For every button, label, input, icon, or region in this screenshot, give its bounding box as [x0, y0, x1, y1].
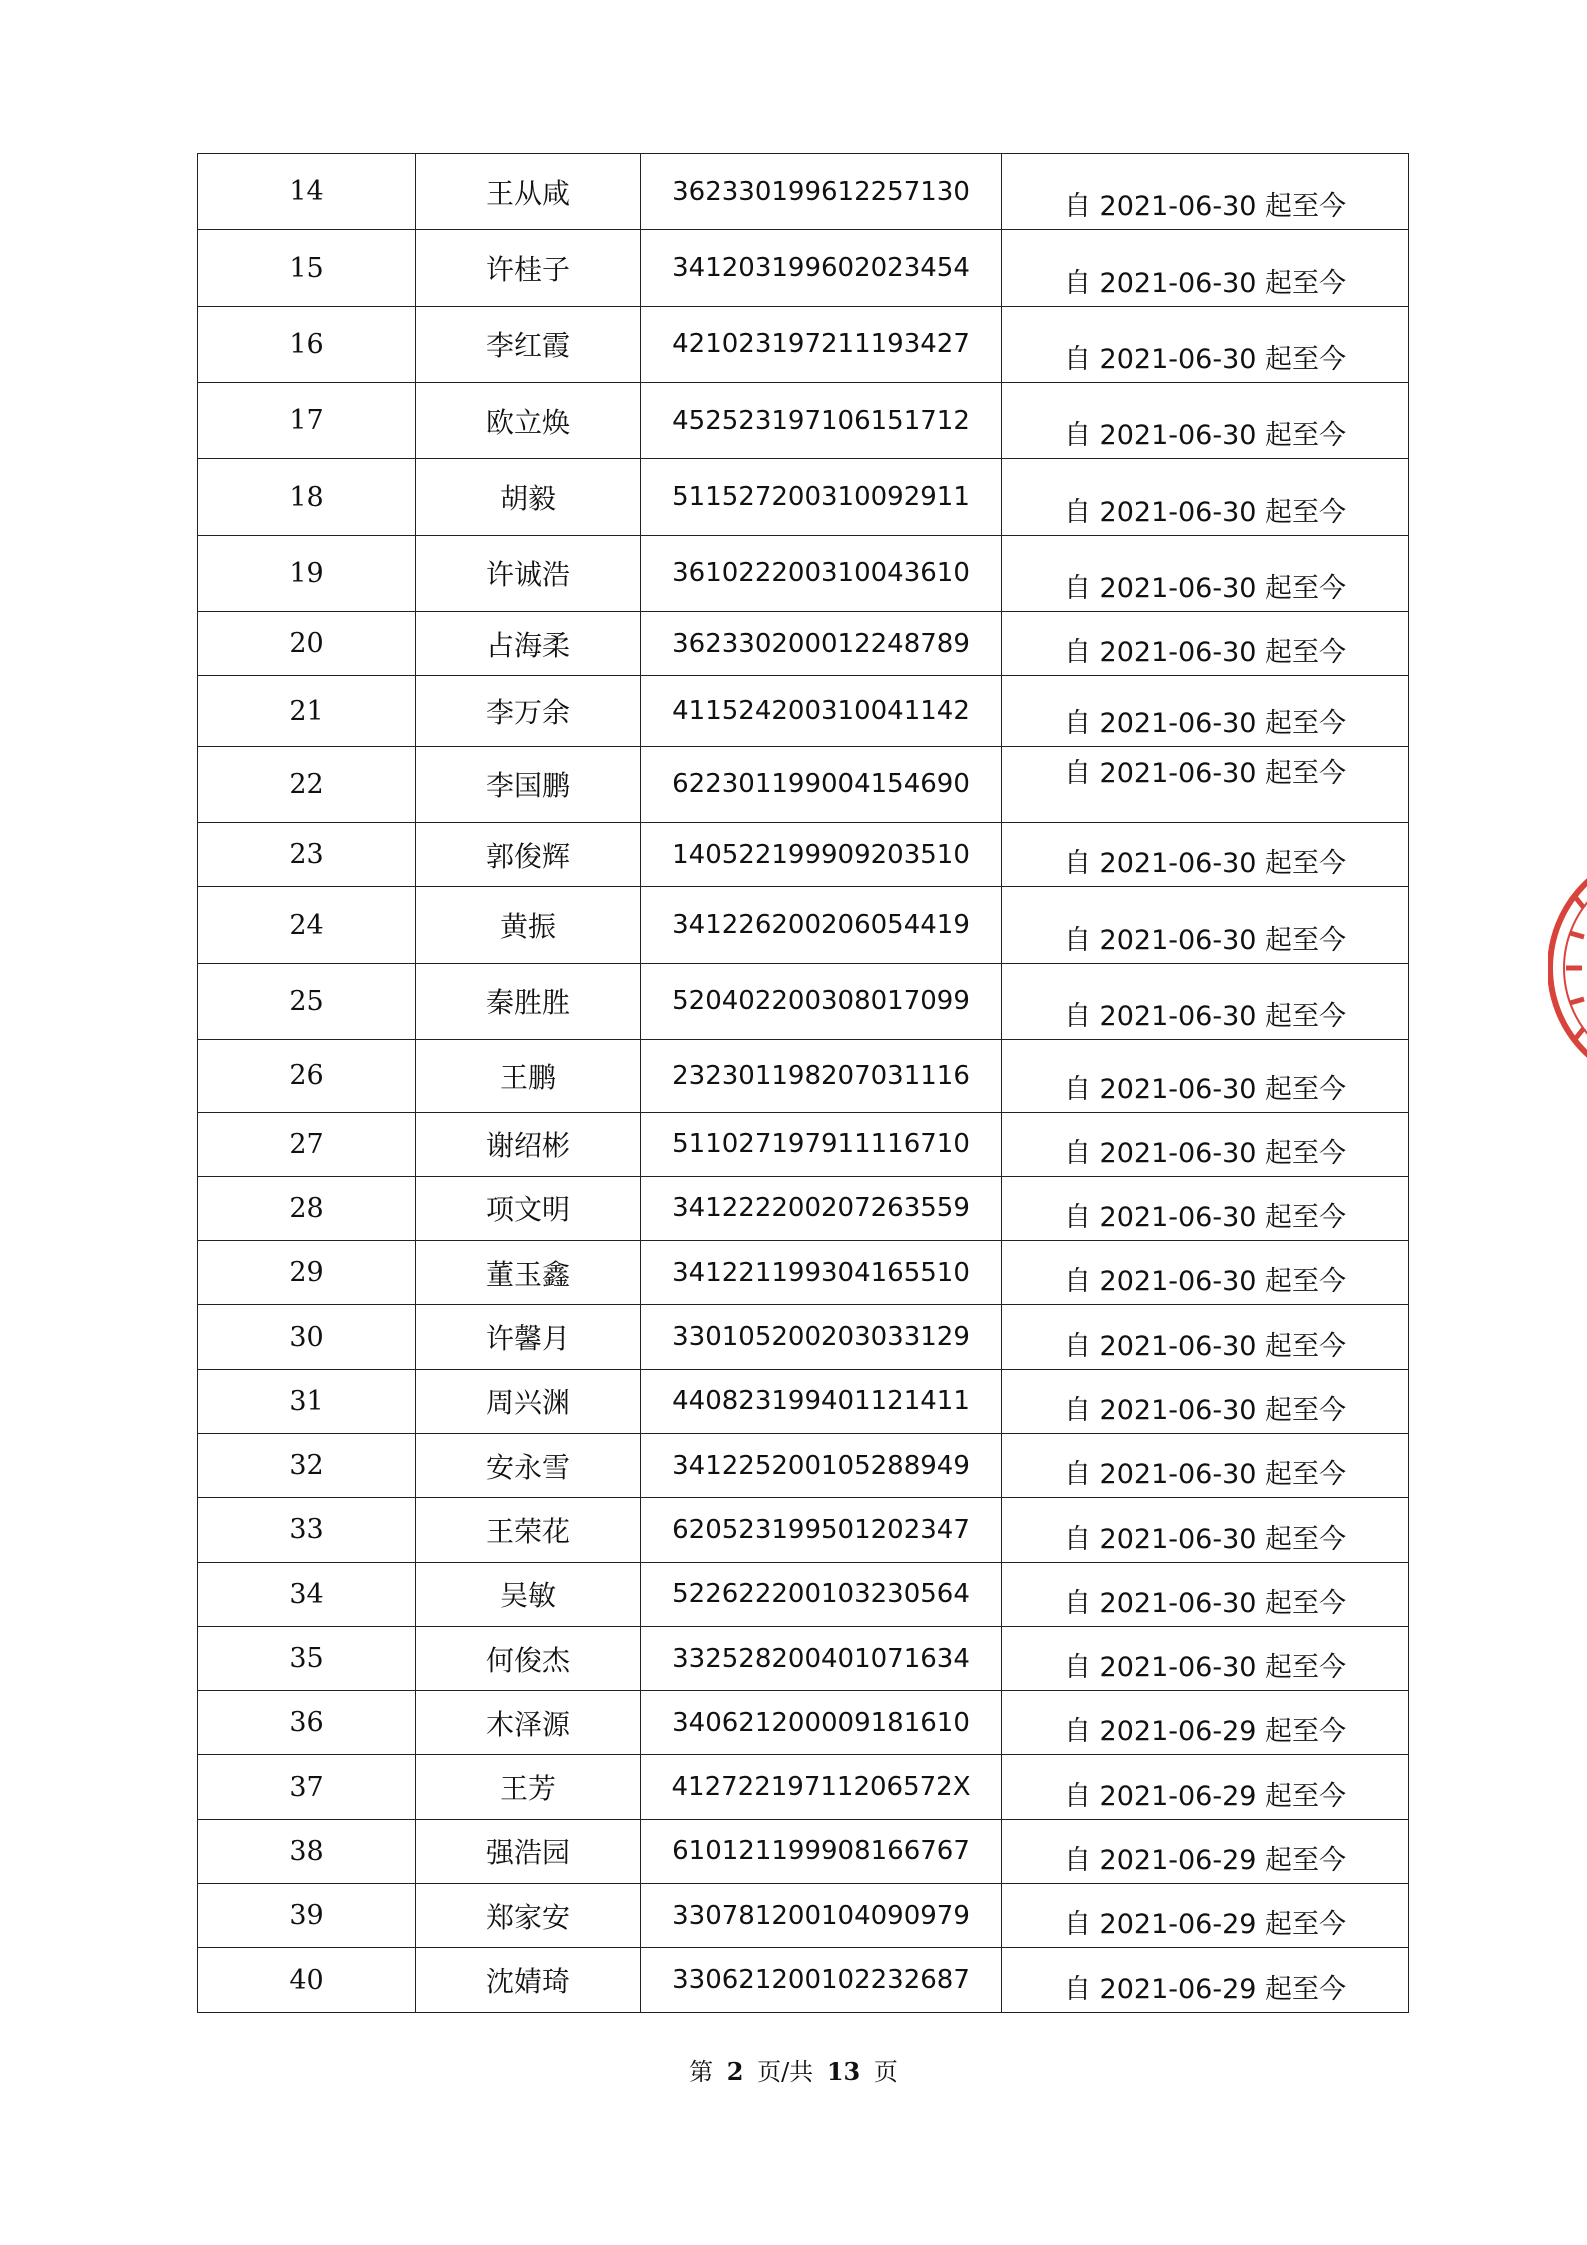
period-cell: 自 2021-06-30 起至今 — [1002, 823, 1409, 887]
id-number-cell: 610121199908166767 — [641, 1819, 1002, 1883]
name-cell: 黄振 — [416, 887, 641, 963]
name-cell: 郑家安 — [416, 1884, 641, 1948]
id-number-cell: 362330200012248789 — [641, 612, 1002, 676]
table-row — [198, 823, 1409, 887]
id-number-cell: 522622200103230564 — [641, 1562, 1002, 1626]
id-number-cell: 620523199501202347 — [641, 1498, 1002, 1562]
period-cell: 自 2021-06-29 起至今 — [1002, 1755, 1409, 1819]
table-row — [198, 459, 1409, 535]
table-row — [198, 383, 1409, 459]
seq-cell: 40 — [198, 1948, 416, 2013]
table-row — [198, 1433, 1409, 1497]
seq-cell: 26 — [198, 1040, 416, 1112]
name-cell: 胡毅 — [416, 459, 641, 535]
period-cell: 自 2021-06-30 起至今 — [1002, 459, 1409, 535]
period-cell: 自 2021-06-30 起至今 — [1002, 612, 1409, 676]
name-cell: 吴敏 — [416, 1562, 641, 1626]
seq-cell: 32 — [198, 1433, 416, 1497]
id-number-cell: 520402200308017099 — [641, 963, 1002, 1039]
seq-cell: 34 — [198, 1562, 416, 1626]
table-row — [198, 887, 1409, 963]
seq-cell: 38 — [198, 1819, 416, 1883]
id-number-cell: 341225200105288949 — [641, 1433, 1002, 1497]
table-row — [198, 306, 1409, 382]
name-cell: 王鹏 — [416, 1040, 641, 1112]
total-page-number: 13 — [826, 2057, 861, 2086]
seq-cell: 23 — [198, 823, 416, 887]
period-cell: 自 2021-06-30 起至今 — [1002, 887, 1409, 963]
table-row — [198, 1884, 1409, 1948]
name-cell: 董玉鑫 — [416, 1241, 641, 1305]
name-cell: 周兴渊 — [416, 1369, 641, 1433]
seq-cell: 36 — [198, 1691, 416, 1755]
period-cell: 自 2021-06-30 起至今 — [1002, 1112, 1409, 1176]
name-cell: 李万余 — [416, 676, 641, 746]
table-row — [198, 154, 1409, 230]
employee-table — [197, 153, 1409, 2013]
id-number-cell: 330105200203033129 — [641, 1305, 1002, 1369]
period-cell: 自 2021-06-30 起至今 — [1002, 1040, 1409, 1112]
table-body — [198, 154, 1409, 2013]
seq-cell: 31 — [198, 1369, 416, 1433]
table-row — [198, 1691, 1409, 1755]
table-row — [198, 963, 1409, 1039]
name-cell: 王荣花 — [416, 1498, 641, 1562]
period-cell: 自 2021-06-30 起至今 — [1002, 383, 1409, 459]
id-number-cell: 330781200104090979 — [641, 1884, 1002, 1948]
id-number-cell: 511527200310092911 — [641, 459, 1002, 535]
name-cell: 李红霞 — [416, 306, 641, 382]
seq-cell: 28 — [198, 1176, 416, 1240]
id-number-cell: 452523197106151712 — [641, 383, 1002, 459]
footer-prefix: 第 — [689, 2058, 714, 2086]
table-row — [198, 612, 1409, 676]
seq-cell: 14 — [198, 154, 416, 230]
current-page-number: 2 — [726, 2057, 744, 2086]
name-cell: 李国鹏 — [416, 746, 641, 822]
period-cell: 自 2021-06-29 起至今 — [1002, 1884, 1409, 1948]
period-cell: 自 2021-06-30 起至今 — [1002, 230, 1409, 306]
name-cell: 安永雪 — [416, 1433, 641, 1497]
seq-cell: 20 — [198, 612, 416, 676]
period-cell: 自 2021-06-30 起至今 — [1002, 963, 1409, 1039]
table-row — [198, 1948, 1409, 2013]
period-cell: 自 2021-06-30 起至今 — [1002, 746, 1409, 822]
name-cell: 项文明 — [416, 1176, 641, 1240]
name-cell: 郭俊辉 — [416, 823, 641, 887]
id-number-cell: 622301199004154690 — [641, 746, 1002, 822]
id-number-cell: 140522199909203510 — [641, 823, 1002, 887]
table-row — [198, 1755, 1409, 1819]
name-cell: 占海柔 — [416, 612, 641, 676]
id-number-cell: 341221199304165510 — [641, 1241, 1002, 1305]
table-row — [198, 1176, 1409, 1240]
id-number-cell: 332528200401071634 — [641, 1626, 1002, 1690]
id-number-cell: 41272219711206572X — [641, 1755, 1002, 1819]
seq-cell: 37 — [198, 1755, 416, 1819]
page-footer — [0, 2052, 1587, 2087]
table-row — [198, 1112, 1409, 1176]
period-cell: 自 2021-06-29 起至今 — [1002, 1948, 1409, 2013]
table-row — [198, 1040, 1409, 1112]
id-number-cell: 511027197911116710 — [641, 1112, 1002, 1176]
table-row — [198, 1626, 1409, 1690]
id-number-cell: 440823199401121411 — [641, 1369, 1002, 1433]
name-cell: 强浩园 — [416, 1819, 641, 1883]
table-row — [198, 535, 1409, 611]
red-seal-stamp — [1548, 838, 1587, 1098]
footer-suffix: 页 — [873, 2058, 898, 2086]
table-row — [198, 1562, 1409, 1626]
period-cell: 自 2021-06-30 起至今 — [1002, 1305, 1409, 1369]
id-number-cell: 232301198207031116 — [641, 1040, 1002, 1112]
name-cell: 秦胜胜 — [416, 963, 641, 1039]
name-cell: 沈婧琦 — [416, 1948, 641, 2013]
period-cell: 自 2021-06-29 起至今 — [1002, 1691, 1409, 1755]
id-number-cell: 340621200009181610 — [641, 1691, 1002, 1755]
table-row — [198, 230, 1409, 306]
name-cell: 木泽源 — [416, 1691, 641, 1755]
seq-cell: 33 — [198, 1498, 416, 1562]
period-cell: 自 2021-06-29 起至今 — [1002, 1819, 1409, 1883]
table-row — [198, 1369, 1409, 1433]
name-cell: 王芳 — [416, 1755, 641, 1819]
seq-cell: 18 — [198, 459, 416, 535]
period-cell: 自 2021-06-30 起至今 — [1002, 1562, 1409, 1626]
period-cell: 自 2021-06-30 起至今 — [1002, 1369, 1409, 1433]
table-row — [198, 676, 1409, 746]
id-number-cell: 341222200207263559 — [641, 1176, 1002, 1240]
period-cell: 自 2021-06-30 起至今 — [1002, 535, 1409, 611]
table-row — [198, 1498, 1409, 1562]
name-cell: 许桂子 — [416, 230, 641, 306]
table-row — [198, 1819, 1409, 1883]
table-row — [198, 746, 1409, 822]
id-number-cell: 411524200310041142 — [641, 676, 1002, 746]
period-cell: 自 2021-06-30 起至今 — [1002, 1433, 1409, 1497]
seq-cell: 39 — [198, 1884, 416, 1948]
period-cell: 自 2021-06-30 起至今 — [1002, 1498, 1409, 1562]
period-cell: 自 2021-06-30 起至今 — [1002, 1176, 1409, 1240]
period-cell: 自 2021-06-30 起至今 — [1002, 676, 1409, 746]
name-cell: 许馨月 — [416, 1305, 641, 1369]
seq-cell: 30 — [198, 1305, 416, 1369]
seq-cell: 35 — [198, 1626, 416, 1690]
id-number-cell: 341226200206054419 — [641, 887, 1002, 963]
name-cell: 许诚浩 — [416, 535, 641, 611]
name-cell: 何俊杰 — [416, 1626, 641, 1690]
seq-cell: 16 — [198, 306, 416, 382]
seq-cell: 17 — [198, 383, 416, 459]
seq-cell: 15 — [198, 230, 416, 306]
seq-cell: 21 — [198, 676, 416, 746]
id-number-cell: 330621200102232687 — [641, 1948, 1002, 2013]
seq-cell: 22 — [198, 746, 416, 822]
seq-cell: 19 — [198, 535, 416, 611]
id-number-cell: 362330199612257130 — [641, 154, 1002, 230]
table-row — [198, 1305, 1409, 1369]
table-row — [198, 1241, 1409, 1305]
seq-cell: 27 — [198, 1112, 416, 1176]
name-cell: 王从咸 — [416, 154, 641, 230]
seq-cell: 25 — [198, 963, 416, 1039]
period-cell: 自 2021-06-30 起至今 — [1002, 1626, 1409, 1690]
id-number-cell: 361022200310043610 — [641, 535, 1002, 611]
period-cell: 自 2021-06-30 起至今 — [1002, 154, 1409, 230]
period-cell: 自 2021-06-30 起至今 — [1002, 1241, 1409, 1305]
name-cell: 谢绍彬 — [416, 1112, 641, 1176]
name-cell: 欧立焕 — [416, 383, 641, 459]
period-cell: 自 2021-06-30 起至今 — [1002, 306, 1409, 382]
id-number-cell: 421023197211193427 — [641, 306, 1002, 382]
seq-cell: 24 — [198, 887, 416, 963]
seq-cell: 29 — [198, 1241, 416, 1305]
footer-middle: 页/共 — [757, 2058, 814, 2086]
id-number-cell: 341203199602023454 — [641, 230, 1002, 306]
